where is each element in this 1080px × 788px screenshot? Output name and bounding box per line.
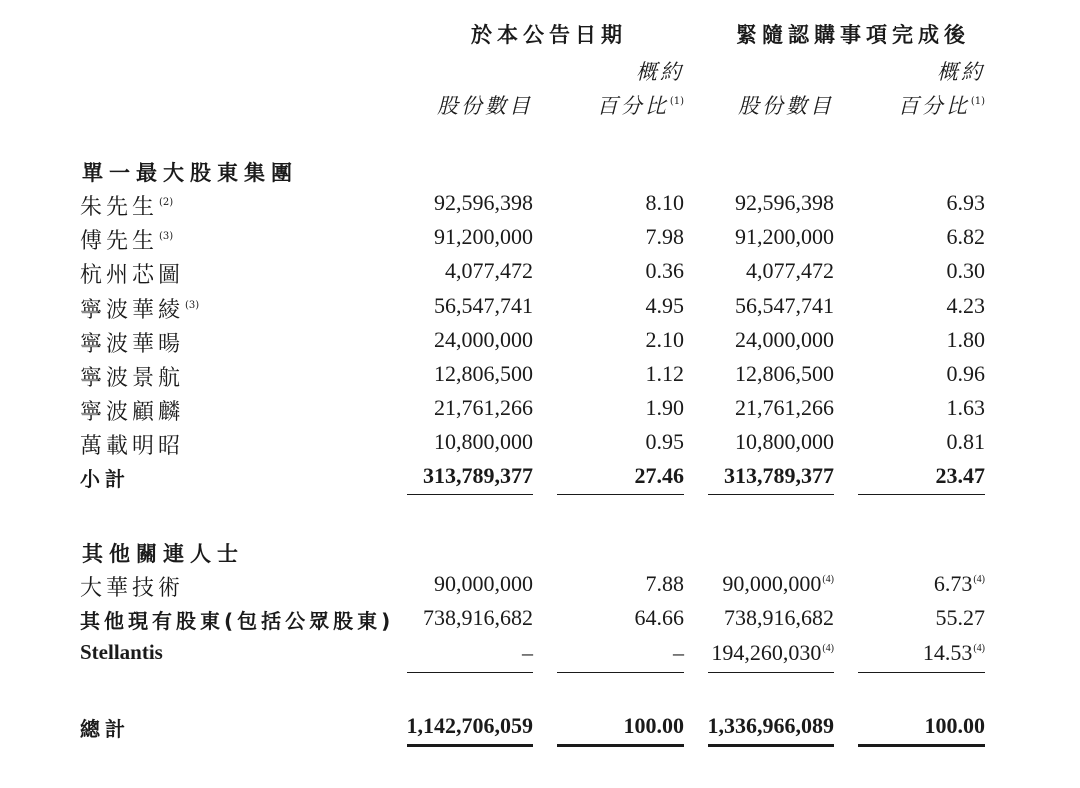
header-percentage-after <box>898 90 985 120</box>
related-pct-now: 7.88 <box>645 571 684 596</box>
section-title-group: 單一最大股東集團 <box>82 161 298 185</box>
row-shares-after: 21,761,266 <box>735 395 834 421</box>
public-label: 其他現有股東(包括公眾股東) <box>80 609 395 633</box>
row-pct-after: 6.93 <box>946 190 985 215</box>
header-approx-after: 概約 <box>937 60 985 84</box>
total-label: 總計 <box>80 717 130 741</box>
row-shares-after: 92,596,398 <box>735 190 834 215</box>
stellantis-pct-after-note: (4) <box>973 643 985 654</box>
row-pct-after: 6.82 <box>946 224 985 250</box>
subtotal-shares-after: 313,789,377 <box>724 463 834 488</box>
total-shares-now: 1,142,706,059 <box>406 713 533 738</box>
table-row <box>0 190 1080 220</box>
row-label <box>80 190 173 221</box>
row-name: 寧波顧麟 <box>80 400 185 426</box>
total-rule-3 <box>708 744 834 747</box>
header-approx-current: 概約 <box>636 60 684 84</box>
table-row <box>0 429 1080 459</box>
row-name: 杭州芯圖 <box>80 263 185 289</box>
stellantis-row <box>0 640 1080 670</box>
stellantis-pct-now: – <box>673 640 684 665</box>
stellantis-shares-after-note: (4) <box>822 643 834 654</box>
pre-total-rule-4 <box>858 672 985 673</box>
header-percentage-after-label: 百分比 <box>897 94 970 118</box>
total-rule-2 <box>557 744 684 747</box>
table-row <box>0 293 1080 323</box>
row-pct-now: 2.10 <box>645 326 684 352</box>
row-label <box>80 327 185 358</box>
stellantis-shares-now: – <box>522 640 533 665</box>
stellantis-shares-after <box>711 640 834 666</box>
row-pct-now: 1.90 <box>645 395 684 421</box>
related-pct-after-note: (4) <box>973 574 985 585</box>
row-label <box>80 258 185 289</box>
subtotal-rule-4 <box>858 494 985 495</box>
row-pct-now: 0.95 <box>645 429 684 455</box>
row-note: (3) <box>159 231 174 243</box>
total-pct-after: 100.00 <box>924 713 985 738</box>
row-pct-now: 7.98 <box>645 224 684 250</box>
row-shares-after: 12,806,500 <box>735 361 834 386</box>
row-shares-now: 10,800,000 <box>434 429 533 455</box>
row-shares-after: 56,547,741 <box>735 292 834 318</box>
subtotal-rule-3 <box>708 494 834 495</box>
related-label: 大華技術 <box>80 576 185 601</box>
public-row <box>0 605 1080 635</box>
header-shares-after: 股份數目 <box>738 94 834 118</box>
section-title-related: 其他關連人士 <box>82 542 244 566</box>
related-shares-now: 90,000,000 <box>434 571 533 596</box>
subtotal-label: 小計 <box>80 467 130 491</box>
row-note: (3) <box>185 299 200 311</box>
table-row <box>0 258 1080 288</box>
subtotal-row <box>0 463 1080 493</box>
stellantis-shares-after-value: 194,260,030 <box>711 640 822 665</box>
table-row <box>0 327 1080 357</box>
header-percentage-current-label: 百分比 <box>596 94 669 118</box>
public-shares-now: 738,916,682 <box>423 605 533 630</box>
row-name: 朱先生 <box>80 195 159 220</box>
row-shares-after: 10,800,000 <box>735 429 834 455</box>
row-shares-now: 4,077,472 <box>445 258 533 284</box>
row-label <box>80 293 199 324</box>
related-shares-after-note: (4) <box>822 574 834 585</box>
row-pct-after: 1.80 <box>946 326 985 352</box>
subtotal-pct-now: 27.46 <box>634 463 684 488</box>
row-label <box>80 224 173 255</box>
table-row <box>0 224 1080 254</box>
total-rule-4 <box>858 744 985 747</box>
pre-total-rule-3 <box>708 672 834 673</box>
stellantis-pct-after-value: 14.53 <box>922 640 973 665</box>
related-shares-after-value: 90,000,000 <box>722 571 822 596</box>
row-shares-now: 21,761,266 <box>434 395 533 421</box>
stellantis-label: Stellantis <box>80 640 163 664</box>
table-row <box>0 361 1080 391</box>
row-shares-now: 56,547,741 <box>434 292 533 318</box>
row-label <box>80 361 185 392</box>
row-pct-after: 4.23 <box>946 292 985 318</box>
related-pct-after-value: 6.73 <box>933 571 973 596</box>
row-name: 萬載明昭 <box>80 434 185 460</box>
row-pct-after: 0.30 <box>946 258 985 284</box>
total-pct-now: 100.00 <box>623 713 684 738</box>
header-group-after: 緊隨認購事項完成後 <box>736 23 970 47</box>
subtotal-rule-2 <box>557 494 684 495</box>
row-pct-after: 0.81 <box>946 429 985 455</box>
row-name: 寧波華綾 <box>80 297 185 323</box>
row-shares-after: 4,077,472 <box>746 258 834 284</box>
row-shares-now: 91,200,000 <box>434 224 533 250</box>
total-row <box>0 713 1080 743</box>
related-shares-after <box>722 571 834 597</box>
total-shares-after: 1,336,966,089 <box>707 713 834 738</box>
pre-total-rule-2 <box>557 672 684 673</box>
row-name: 寧波景航 <box>80 366 185 391</box>
row-note: (2) <box>159 197 174 208</box>
row-pct-now: 4.95 <box>645 292 684 318</box>
row-shares-after: 91,200,000 <box>735 224 834 250</box>
row-pct-now: 0.36 <box>645 258 684 284</box>
subtotal-rule-1 <box>407 494 533 495</box>
header-percentage-current <box>597 90 684 120</box>
public-pct-now: 64.66 <box>634 605 684 630</box>
header-percentage-current-note: (1) <box>669 96 684 107</box>
subtotal-pct-after: 23.47 <box>935 463 985 488</box>
header-percentage-after-note: (1) <box>970 96 985 107</box>
row-pct-now: 1.12 <box>645 361 684 386</box>
table-row <box>0 395 1080 425</box>
row-pct-after: 1.63 <box>946 395 985 421</box>
total-rule-1 <box>407 744 533 747</box>
row-name: 傅先生 <box>80 229 159 255</box>
row-label <box>80 395 185 426</box>
row-shares-now: 12,806,500 <box>434 361 533 386</box>
header-group-current: 於本公告日期 <box>471 23 627 47</box>
public-shares-after: 738,916,682 <box>724 605 834 630</box>
row-label <box>80 429 185 460</box>
row-shares-now: 24,000,000 <box>434 326 533 352</box>
stellantis-pct-after <box>923 640 985 666</box>
pre-total-rule-1 <box>407 672 533 673</box>
subtotal-shares-now: 313,789,377 <box>423 463 533 488</box>
row-shares-now: 92,596,398 <box>434 190 533 215</box>
row-pct-after: 0.96 <box>946 361 985 386</box>
related-row <box>0 571 1080 601</box>
row-shares-after: 24,000,000 <box>735 326 834 352</box>
public-pct-after: 55.27 <box>935 605 985 630</box>
related-pct-after <box>934 571 985 597</box>
row-pct-now: 8.10 <box>645 190 684 215</box>
header-shares-current: 股份數目 <box>437 94 533 118</box>
row-name: 寧波華暘 <box>80 331 185 357</box>
